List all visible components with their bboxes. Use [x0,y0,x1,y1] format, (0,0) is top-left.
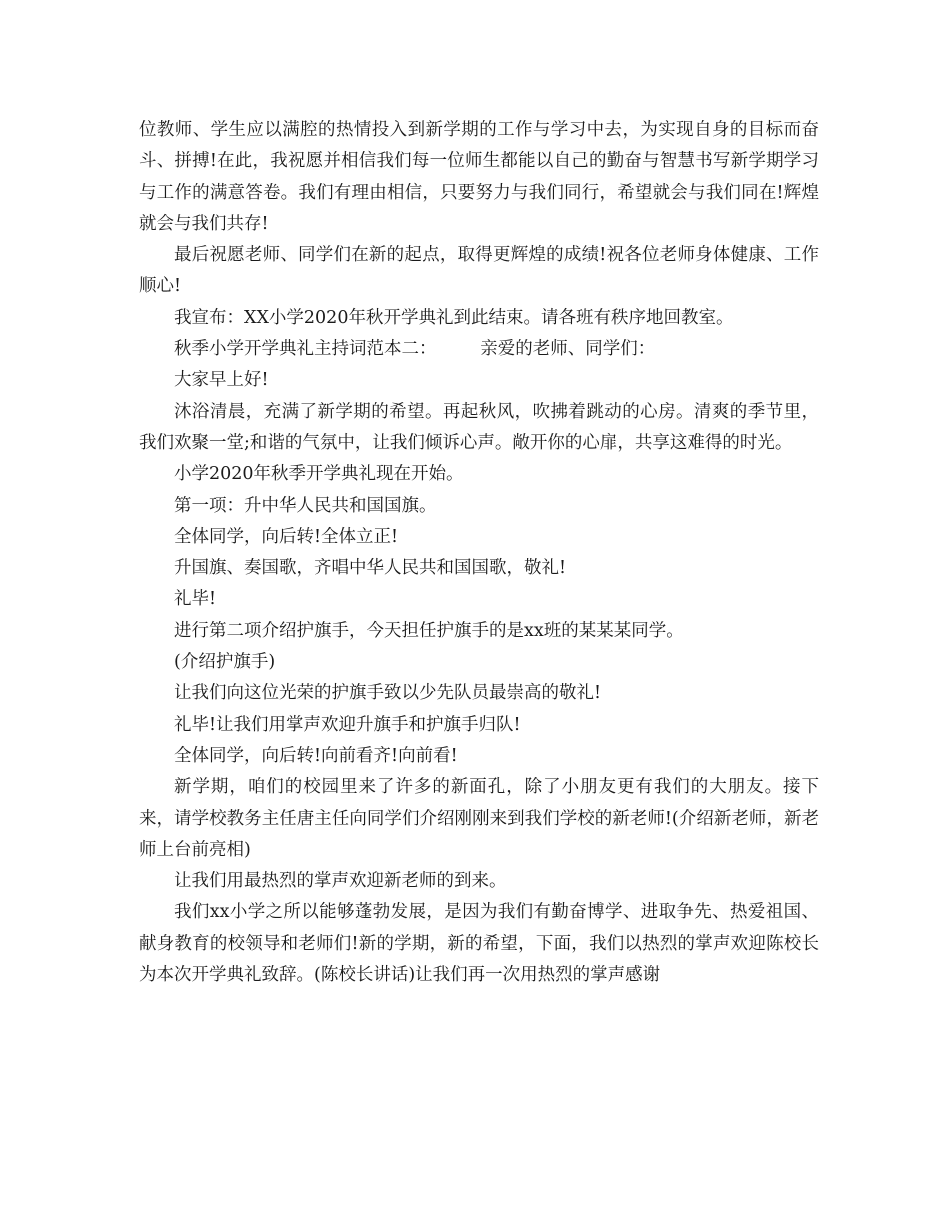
paragraph: 我宣布：XX小学2020年秋开学典礼到此结束。请各班有秩序地回教室。 [174,307,734,328]
paragraph: 我们xx小学之所以能够蓬勃发展，是因为我们有勤奋博学、进取争先、热爱祖国、献身教育的校领导和老师们!新的学期，新的希望，下面，我们以热烈的掌声欢迎陈校长为本次开学典礼致辞。(陈校长讲话)让我们再一次用热烈的掌声感谢 [139,902,819,986]
paragraph: 礼毕! [174,589,217,610]
paragraph: 新学期，咱们的校园里来了许多的新面孔，除了小朋友更有我们的大朋友。接下来，请学校教务主任唐主任向同学们介绍刚刚来到我们学校的新老师!(介绍新老师，新老师上台前亮相) [139,777,819,860]
paragraph: 礼毕!让我们用掌声欢迎升旗手和护旗手归队! [174,714,521,735]
document-body [139,115,819,991]
paragraph: 大家早上好! [174,370,269,391]
paragraph: 全体同学，向后转!向前看齐!向前看! [174,745,458,766]
paragraph: 秋季小学开学典礼主持词范本二： 亲爱的老师、同学们： [174,339,656,360]
paragraph: 让我们向这位光荣的护旗手致以少先队员最崇高的敬礼! [174,683,602,704]
paragraph: 沐浴清晨，充满了新学期的希望。再起秋风，吹拂着跳动的心房。清爽的季节里，我们欢聚一堂;和谐的气氛中，让我们倾诉心声。敞开你的心扉，共享这难得的时光。 [139,401,819,453]
paragraph: 全体同学，向后转!全体立正! [174,526,399,547]
paragraph: (介绍护旗手) [174,652,276,673]
paragraph: 进行第二项介绍护旗手，今天担任护旗手的是xx班的某某某同学。 [174,620,684,641]
paragraph: 位教师、学生应以满腔的热情投入到新学期的工作与学习中去，为实现自身的目标而奋斗、拼搏!在此，我祝愿并相信我们每一位师生都能以自己的勤奋与智慧书写新学期学习与工作的满意答卷。我们有理由相信，只要努力与我们同行，希望就会与我们同在!辉煌就会与我们共存! [139,120,819,234]
paragraph: 第一项：升中华人民共和国国旗。 [174,495,437,516]
paragraph: 让我们用最热烈的掌声欢迎新老师的到来。 [174,871,507,892]
paragraph: 小学2020年秋季开学典礼现在开始。 [174,464,464,485]
paragraph: 最后祝愿老师、同学们在新的起点，取得更辉煌的成绩!祝各位老师身体健康、工作顺心! [139,245,819,297]
paragraph: 升国旗、奏国歌，齐唱中华人民共和国国歌，敬礼! [174,558,567,579]
